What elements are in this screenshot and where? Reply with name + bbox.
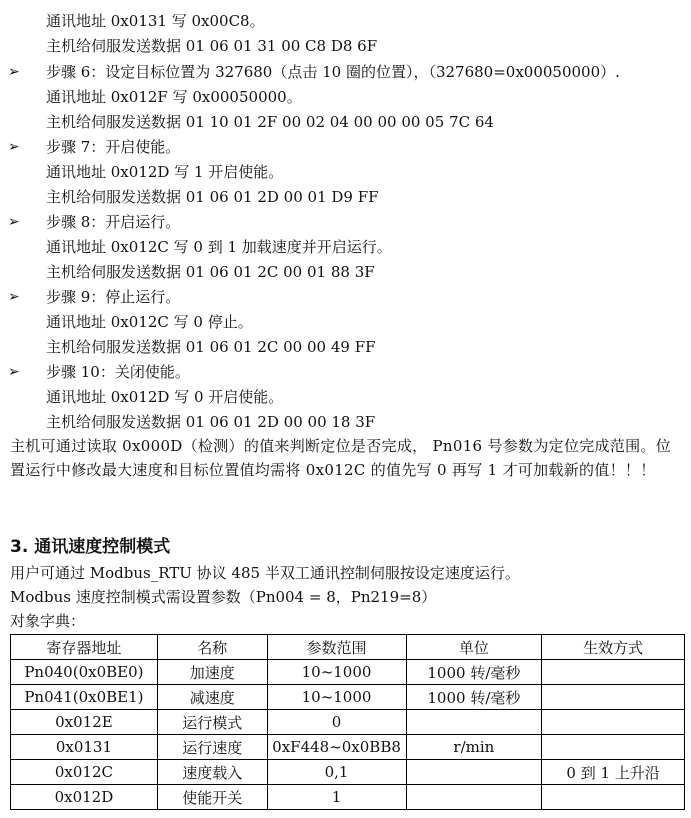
cell-register-address: 0x012D bbox=[11, 785, 158, 810]
cell-register-address: Pn041(0x0BE1) bbox=[11, 685, 158, 710]
cell-param-range: 0xF448~0x0BB8 bbox=[267, 735, 406, 760]
header-effect-mode: 生效方式 bbox=[542, 635, 685, 660]
step10-data-line: 主机给伺服发送数据 01 06 01 2D 00 00 18 3F bbox=[46, 413, 376, 431]
cell-param-range: 10~1000 bbox=[267, 685, 406, 710]
table-header-row bbox=[11, 635, 685, 660]
cell-unit bbox=[406, 760, 542, 785]
table-row bbox=[11, 760, 685, 785]
section-intro: 用户可通过 Modbus_RTU 协议 485 半双工通讯控制伺服按设定速度运行。 bbox=[10, 564, 520, 582]
cell-name: 速度载入 bbox=[157, 760, 267, 785]
cell-effect-mode bbox=[542, 660, 685, 685]
cell-register-address: Pn040(0x0BE0) bbox=[11, 660, 158, 685]
header-param-range: 参数范围 bbox=[267, 635, 406, 660]
step7-data-line: 主机给伺服发送数据 01 06 01 2D 00 01 D9 FF bbox=[46, 188, 379, 206]
cell-param-range: 0 bbox=[267, 710, 406, 735]
cell-unit: r/min bbox=[406, 735, 542, 760]
step10-address-line: 通讯地址 0x012D 写 0 开启使能。 bbox=[46, 388, 284, 406]
cell-effect-mode bbox=[542, 785, 685, 810]
cell-unit: 1000 转/毫秒 bbox=[406, 660, 542, 685]
step10-title: 步骤 10：关闭使能。 bbox=[46, 363, 190, 381]
cell-effect-mode: 0 到 1 上升沿 bbox=[542, 760, 685, 785]
bullet-arrow-icon: ➢ bbox=[8, 364, 20, 380]
section-heading: 3. 通讯速度控制模式 bbox=[10, 537, 171, 557]
step8-address-line: 通讯地址 0x012C 写 0 到 1 加载速度并开启运行。 bbox=[46, 238, 392, 256]
cell-unit bbox=[406, 785, 542, 810]
step6-data-line: 主机给伺服发送数据 01 10 01 2F 00 02 04 00 00 00 05 7C 64 bbox=[46, 113, 494, 131]
header-unit: 单位 bbox=[406, 635, 542, 660]
object-dictionary-label: 对象字典： bbox=[10, 612, 86, 630]
step5-address-line: 通讯地址 0x0131 写 0x00C8。 bbox=[46, 12, 265, 30]
table-row bbox=[11, 785, 685, 810]
cell-name: 减速度 bbox=[157, 685, 267, 710]
cell-register-address: 0x012C bbox=[11, 760, 158, 785]
bullet-arrow-icon: ➢ bbox=[8, 64, 20, 80]
cell-param-range: 0,1 bbox=[267, 760, 406, 785]
cell-register-address: 0x0131 bbox=[11, 735, 158, 760]
step8-data-line: 主机给伺服发送数据 01 06 01 2C 00 01 88 3F bbox=[46, 263, 375, 281]
header-register-address: 寄存器地址 bbox=[11, 635, 158, 660]
step9-address-line: 通讯地址 0x012C 写 0 停止。 bbox=[46, 313, 253, 331]
step7-address-line: 通讯地址 0x012D 写 1 开启使能。 bbox=[46, 163, 284, 181]
cell-unit: 1000 转/毫秒 bbox=[406, 685, 542, 710]
cell-unit bbox=[406, 710, 542, 735]
bullet-arrow-icon: ➢ bbox=[8, 139, 20, 155]
cell-effect-mode bbox=[542, 710, 685, 735]
step9-title: 步骤 9：停止运行。 bbox=[46, 288, 181, 306]
cell-name: 运行模式 bbox=[157, 710, 267, 735]
header-name: 名称 bbox=[157, 635, 267, 660]
cell-effect-mode bbox=[542, 735, 685, 760]
table-row bbox=[11, 735, 685, 760]
cell-register-address: 0x012E bbox=[11, 710, 158, 735]
step6-title: 步骤 6：设定目标位置为 327680（点击 10 圈的位置），（327680=0x00050000）. bbox=[46, 63, 620, 81]
cell-effect-mode bbox=[542, 685, 685, 710]
cell-name: 运行速度 bbox=[157, 735, 267, 760]
object-dictionary-table bbox=[10, 634, 685, 810]
bullet-arrow-icon: ➢ bbox=[8, 289, 20, 305]
cell-name: 使能开关 bbox=[157, 785, 267, 810]
completion-note: 主机可通过读取 0x000D（检测）的值来判断定位是否完成， Pn016 号参数为定位完成范围。位置运行中修改最大速度和目标位置值均需将 0x012C 的值先写 0 再写 1 才可加载新的值！！！ bbox=[10, 437, 672, 479]
bullet-arrow-icon: ➢ bbox=[8, 214, 20, 230]
section-params: Modbus 速度控制模式需设置参数（Pn004 = 8，Pn219=8） bbox=[10, 588, 437, 606]
step6-address-line: 通讯地址 0x012F 写 0x00050000。 bbox=[46, 88, 302, 106]
table-row bbox=[11, 660, 685, 685]
table-row bbox=[11, 710, 685, 735]
cell-param-range: 10~1000 bbox=[267, 660, 406, 685]
step7-title: 步骤 7：开启使能。 bbox=[46, 138, 181, 156]
cell-param-range: 1 bbox=[267, 785, 406, 810]
table-row bbox=[11, 685, 685, 710]
step9-data-line: 主机给伺服发送数据 01 06 01 2C 00 00 49 FF bbox=[46, 338, 376, 356]
step5-data-line: 主机给伺服发送数据 01 06 01 31 00 C8 D8 6F bbox=[46, 37, 378, 55]
cell-name: 加速度 bbox=[157, 660, 267, 685]
step8-title: 步骤 8：开启运行。 bbox=[46, 213, 181, 231]
